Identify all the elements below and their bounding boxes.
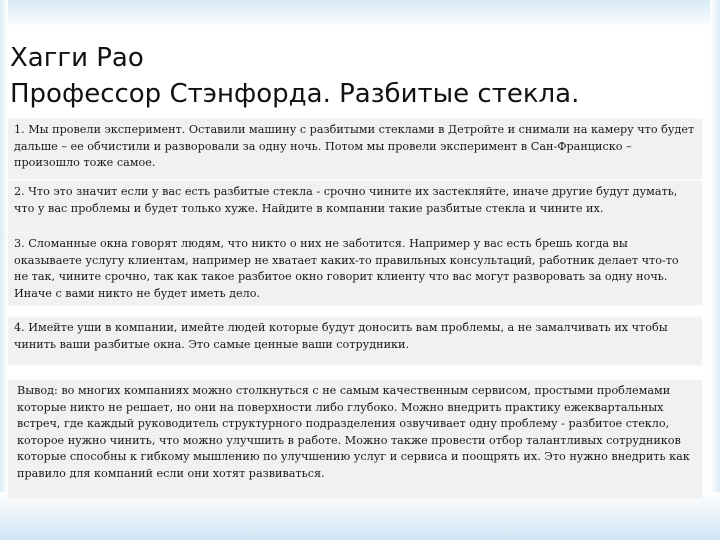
point-box-2 [8,181,702,233]
title-line-author: Хагги Рао [10,43,144,73]
conclusion-box [8,380,702,498]
left-decor-band [0,0,8,540]
top-decor-band [0,0,720,28]
point-box-3 [8,233,702,305]
point-text-2: 2. Что это значит если у вас есть разбитые стекла - срочно чините их застекляйте, иначе другие будут думать, что у вас проблемы и будет только хуже. Найдите в компании такие разбитые стекла и чините их. [14,185,678,215]
slide-title [10,40,710,112]
point-text-1: 1. Мы провели эксперимент. Оставили машину с разбитыми стеклами в Детройте и снимали на камеру что будет дальше – ее обчистили и разворовали за одну ночь. Потом мы провели эксперимент в Сан-Франциско – произошло тоже самое. [14,123,695,169]
right-decor-band [710,0,720,540]
title-line-topic: Профессор Стэнфорда. Разбитые стекла. [10,79,580,109]
point-text-4: 4. Имейте уши в компании, имейте людей которые будут доносить вам проблемы, а не замалчивать их чтобы чинить ваши разбитые окна. Это самые ценные ваши сотрудники. [14,321,668,351]
point-box-1 [8,119,702,179]
point-text-3: 3. Сломанные окна говорят людям, что никто о них не заботится. Например у вас есть брешь когда вы оказываете услугу клиентам, например не хватает каких-то правильных консультаций, работник делает что-то не так, чините срочно, так как такое разбитое окно говорит клиенту что вас могут разворовать за одну ночь. Иначе с вами никто не будет иметь дело. [14,237,679,300]
conclusion-text: Вывод: во многих компаниях можно столкнуться с не самым качественным сервисом, простыми проблемами которые никто не решает, но они на поверхности либо глубоко. Можно внедрить практику ежеквартальных встреч, где каждый руководитель структурного подразделения озвучивает одну проблему - разбитое стекло, которое нужно чинить, что можно улучшить в работе. Можно также провести отбор талантливых сотрудников которые способны к гибкому мышлению по улучшению услуг и сервиса и поощрять их. Это нужно внедрить как правило для компаний если они хотят развиваться. [17,384,690,480]
bottom-decor-band [0,492,720,540]
point-box-4 [8,317,702,365]
